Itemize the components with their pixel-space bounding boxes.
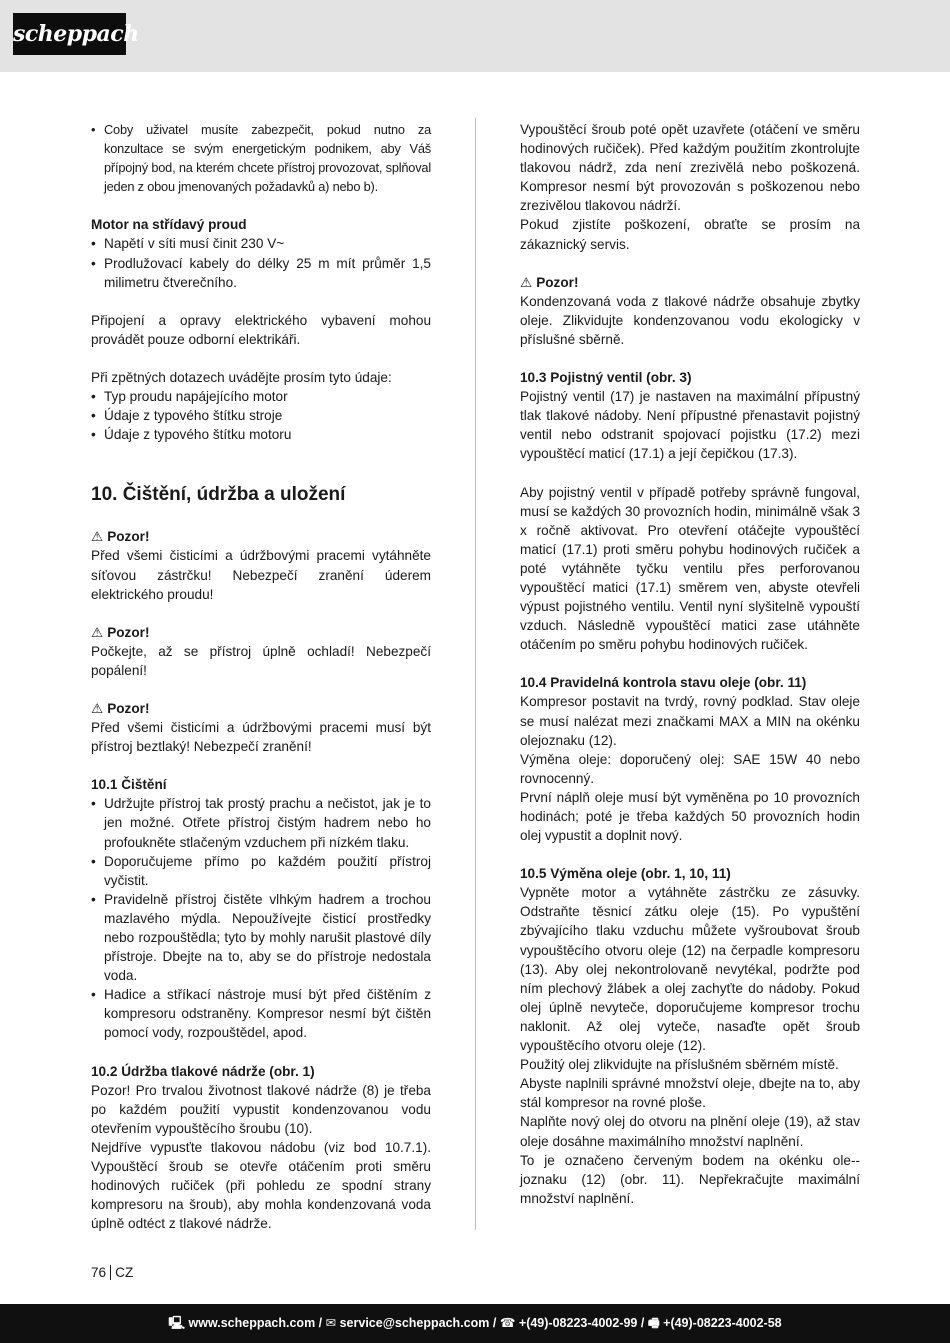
computer-icon: 🖳	[168, 1316, 186, 1330]
intro-list	[91, 120, 431, 196]
footer-separator: /	[318, 1316, 323, 1330]
tank-text-2: Nejdříve vypusťte tlakovou nádobu (viz bod 10.7.1). Vypouštěcí šroub se otevře otáčením proti směru hodinových ručiček (při pohledu ze spodní strany kompresoru na šroub), aby mohla kondenzovaná voda úplně odtéct z tlakové nádrže.	[91, 1139, 431, 1232]
footer-separator: /	[640, 1316, 645, 1330]
queries-list	[91, 387, 431, 444]
ac-motor-list	[91, 234, 431, 291]
footer-website[interactable]: www.scheppach.com	[188, 1316, 316, 1330]
oil-change-text-4: Naplňte nový olej do otvoru na plnění oleje (19), až stav oleje dosáhne maximálního množství naplnění.	[520, 1114, 860, 1149]
list-item: • Udržujte přístroj tak prostý prachu a nečistot, jak je to jen možné. Otřete přístroj čistým hadrem nebo ho profoukněte stlačeným vzduchem při nízkém tlaku.	[91, 794, 431, 851]
list-item: • Napětí v síti musí činit 230 V~	[91, 234, 431, 253]
oil-check-heading: 10.4 Pravidelná kontrola stavu oleje (obr. 11)	[520, 675, 807, 691]
footer-bar	[0, 1304, 950, 1343]
oil-change-text-5: To je označeno červeným bodem na okénku ole--joznaku (12) (obr. 11). Nepřekračujte maximální množství naplnění.	[520, 1152, 860, 1206]
list-item: • Hadice a stříkací nástroje musí být před čištěním z kompresoru odstraněny. Kompresor nesmí být čištěn pomocí vody, rozpouštědel, apod.	[91, 985, 431, 1042]
warning-text: Počkejte, až se přístroj úplně ochladí! Nebezpečí popálení!	[91, 643, 431, 678]
footer-separator: /	[492, 1316, 497, 1330]
tank-heading: 10.2 Údržba tlakové nádrže (obr. 1)	[91, 1063, 315, 1079]
warning-icon: ⚠	[91, 700, 104, 716]
oil-change-text-2: Použitý olej zlikvidujte na příslušném sběrném místě.	[520, 1057, 839, 1073]
valve-text-2: Aby pojistný ventil v případě potřeby správně fungoval, musí se každých 30 provozních hodin, minimálně však 3 x ročně aktivovat. Pro otevření otáčejte vypouštěcí maticí (17.1) proti směru pohybu hodinových ručiček a poté vytáhněte tyčku ventilu přes perforovanou vypouštěcí matici (17.1) směrem ven, abyste otevřeli výpust pojistného ventilu. Ventil nyní slyšitelně vypouští vzduch. Následně vypouštěcí matici zase utáhněte otáčením po směru pohybu hodinových ručiček.	[520, 484, 861, 653]
right-column	[520, 120, 860, 1208]
header-band	[0, 0, 950, 72]
fax-icon: 🖷	[647, 1316, 660, 1330]
scheppach-logo: scheppach	[13, 13, 126, 55]
queries-intro: Při zpětných dotazech uvádějte prosím tyto údaje:	[91, 369, 392, 385]
page-number	[91, 1265, 137, 1280]
warning-label: Pozor!	[107, 700, 150, 716]
footer-email[interactable]: service@scheppach.com	[339, 1316, 490, 1330]
tank-damage-note: Pokud zjistíte poškození, obraťte se prosím na zákaznický servis.	[520, 217, 860, 252]
column-divider	[475, 118, 476, 1230]
list-item: • Prodlužovací kabely do délky 25 m mít průměr 1,5 milimetru čtverečního.	[91, 254, 431, 292]
warning-text: Před všemi čisticími a údržbovými pracemi musí být přístroj beztlaký! Nebezpečí zranění!	[91, 720, 431, 755]
oil-change-text-1: Vypněte motor a vytáhněte zástrčku ze zásuvky. Odstraňte těsnicí zátku oleje (15). Po vypuštění zbývajícího tlaku vzduchu můžete vyšroubovat šroub vypouštěcího otvoru oleje (12) na čerpadle kompresoru (13). Aby olej nekontrolovaně nevytékal, podržte pod ním plechový žlábek a olej zachyťte do nádoby. Pokud olej úplně nevyteče, doporučujeme kompresor trochu naklonit. Až olej vyteče, nasaďte opět šroub vypouštěcího otvoru oleje (12).	[520, 885, 860, 1054]
page-number-value: 76	[91, 1265, 107, 1280]
warning-icon: ⚠	[520, 274, 533, 290]
valve-text: Pojistný ventil (17) je nastaven na maximální přípustný tlak tlakové nádoby. Není přípustné přenastavit pojistný ventil nebo odstranit spojovací pojistku (17.2) mezi vypouštěcí maticí (17.1) a její čepičkou (17.3).	[520, 389, 860, 462]
cleaning-list	[91, 794, 431, 1042]
warning-text: Před všemi čisticími a údržbovými pracemi vytáhněte síťovou zástrčku! Nebezpečí zranění úderem elektrického proudu!	[91, 548, 431, 602]
oil-check-text-1: Kompresor postavit na tvrdý, rovný podklad. Stav oleje se musí nalézat mezi značkami MAX a MIN na okénku olejoznaku (12).	[520, 694, 860, 748]
oil-change-heading: 10.5 Výměna oleje (obr. 1, 10, 11)	[520, 866, 731, 882]
oil-check-text-2: Výměna oleje: doporučený olej: SAE 15W 40 nebo rovnocenný.	[520, 751, 860, 786]
warning-label: Pozor!	[536, 274, 579, 290]
cleaning-heading: 10.1 Čištění	[91, 777, 167, 793]
footer-fax: +(49)-08223-4002-58	[663, 1316, 782, 1330]
footer-phone[interactable]: +(49)-08223-4002-99	[518, 1316, 638, 1330]
left-column	[91, 120, 431, 1233]
oil-check-text-3: První náplň oleje musí být vyměněna po 10 provozních hodinách; poté je třeba každých 50 provozních hodin olej vypustit a doplnit nový.	[520, 789, 860, 844]
warning-icon: ⚠	[91, 624, 104, 640]
list-item: • Pravidelně přístroj čistěte vlhkým hadrem a trochou mazlavého mýdla. Nepoužívejte čisticí prostředky nebo rozpouštědla; tyto by mohly narušit plastové díly přístroje. Dbejte na to, aby se do přístroje nedostala voda.	[91, 890, 431, 985]
warning-label: Pozor!	[107, 529, 150, 545]
phone-icon: ☎	[499, 1316, 516, 1330]
warning-icon: ⚠	[91, 529, 104, 545]
mail-icon: ✉	[325, 1316, 337, 1330]
warning-label: Pozor!	[107, 624, 150, 640]
section-title: 10. Čištění, údržba a uložení	[91, 484, 346, 506]
valve-heading: 10.3 Pojistný ventil (obr. 3)	[520, 370, 692, 386]
oil-change-text-3: Abyste naplnili správné množství oleje, dbejte na to, aby stál kompresor na rovné ploše.	[520, 1076, 860, 1111]
list-item: • Typ proudu napájejícího motor	[91, 387, 431, 406]
list-item: • Doporučujeme přímo po každém použití přístroj vyčistit.	[91, 852, 431, 890]
list-item: • Údaje z typového štítku stroje	[91, 406, 431, 425]
page-lang: CZ	[110, 1265, 133, 1280]
ac-motor-heading: Motor na střídavý proud	[91, 217, 247, 233]
tank-text: Pozor! Pro trvalou životnost tlakové nádrže (8) je třeba po každém použití vypustit kondenzovanou vodu otevřením vypouštěcího šroubu (10).	[91, 1082, 431, 1136]
electrician-note: Připojení a opravy elektrického vybavení mohou provádět pouze odborní elektrikáři.	[91, 312, 431, 347]
warning-text: Kondenzovaná voda z tlakové nádrže obsahuje zbytky oleje. Zlikvidujte kondenzovanou vodu ekologicky v příslušné sběrně.	[520, 293, 860, 347]
list-item: • Údaje z typového štítku motoru	[91, 425, 431, 444]
intro-bullet: • Coby uživatel musíte zabezpečit, pokud nutno za konzultace se svým energetickým podnikem, aby Váš přípojný bod, na kterém chcete přístroj provozovat, splňoval jeden z obou jmenovaných požadavků a) nebo b).	[91, 120, 431, 196]
tank-continuation: Vypouštěcí šroub poté opět uzavřete (otáčení ve směru hodinových ručiček). Před každým použitím zkontrolujte tlakovou nádrž, zda není zrezivělá nebo poškozená. Kompresor nesmí být provozován s poškozenou nebo zrezivělou tlakovou nádrží.	[520, 122, 860, 214]
